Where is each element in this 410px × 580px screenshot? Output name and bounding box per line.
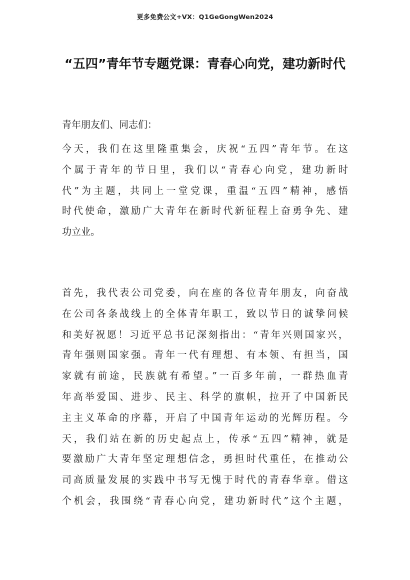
header-note: 更多免费公文+VX：Q1GeGongWen2024 [136, 13, 274, 21]
text-line: 天，我们站在新的历史起点上，传承“五四”精神，就是 [62, 433, 348, 445]
text-line: 今天，我们在这里隆重集会，庆祝“五四”青年节。在这 [62, 144, 348, 155]
document-title: “五四”青年节专题党课：青春心向党，建功新时代 [64, 56, 346, 71]
text-line: 个属于青年的节日里，我们以“青春心向党，建功新时 [62, 164, 348, 176]
text-line: 青年强则国家强。青年一代有理想、有本领、有担当，国 [62, 350, 348, 362]
text-line: 个机会，我围绕“青春心向党，建功新时代”这个主题， [62, 495, 348, 507]
text-line: 首先，我代表公司党委，向在座的各位青年朋友，向奋战 [62, 288, 348, 299]
text-line: 功立业。 [62, 227, 101, 239]
text-line: 在公司各条战线上的全体青年职工，致以节日的诚挚问候 [62, 308, 348, 320]
paragraph-2 [62, 284, 348, 513]
paragraph-1 [62, 140, 348, 244]
text-line: 主主义革命的序幕，开启了中国青年运动的光辉历程。今 [62, 412, 348, 424]
text-line: 时代使命，激励广大青年在新时代新征程上奋勇争先、建 [62, 206, 348, 218]
text-line: 司高质量发展的实践中书写无愧于时代的青春华章。借这 [62, 475, 348, 487]
text-line: 和美好祝愿！习近平总书记深刻指出：“青年兴则国家兴， [62, 329, 348, 341]
text-line: 年高举爱国、进步、民主、科学的旗帜，拉开了中国新民 [62, 391, 348, 403]
text-line: 代”为主题，共同上一堂党课，重温“五四”精神，感悟 [62, 185, 348, 197]
text-line: 要激励广大青年坚定理想信念，勇担时代重任，在推动公 [62, 454, 348, 466]
greeting: 青年朋友们、同志们： [62, 120, 158, 131]
text-line: 家就有前途，民族就有希望。”一百多年前，一群热血青 [62, 371, 348, 383]
